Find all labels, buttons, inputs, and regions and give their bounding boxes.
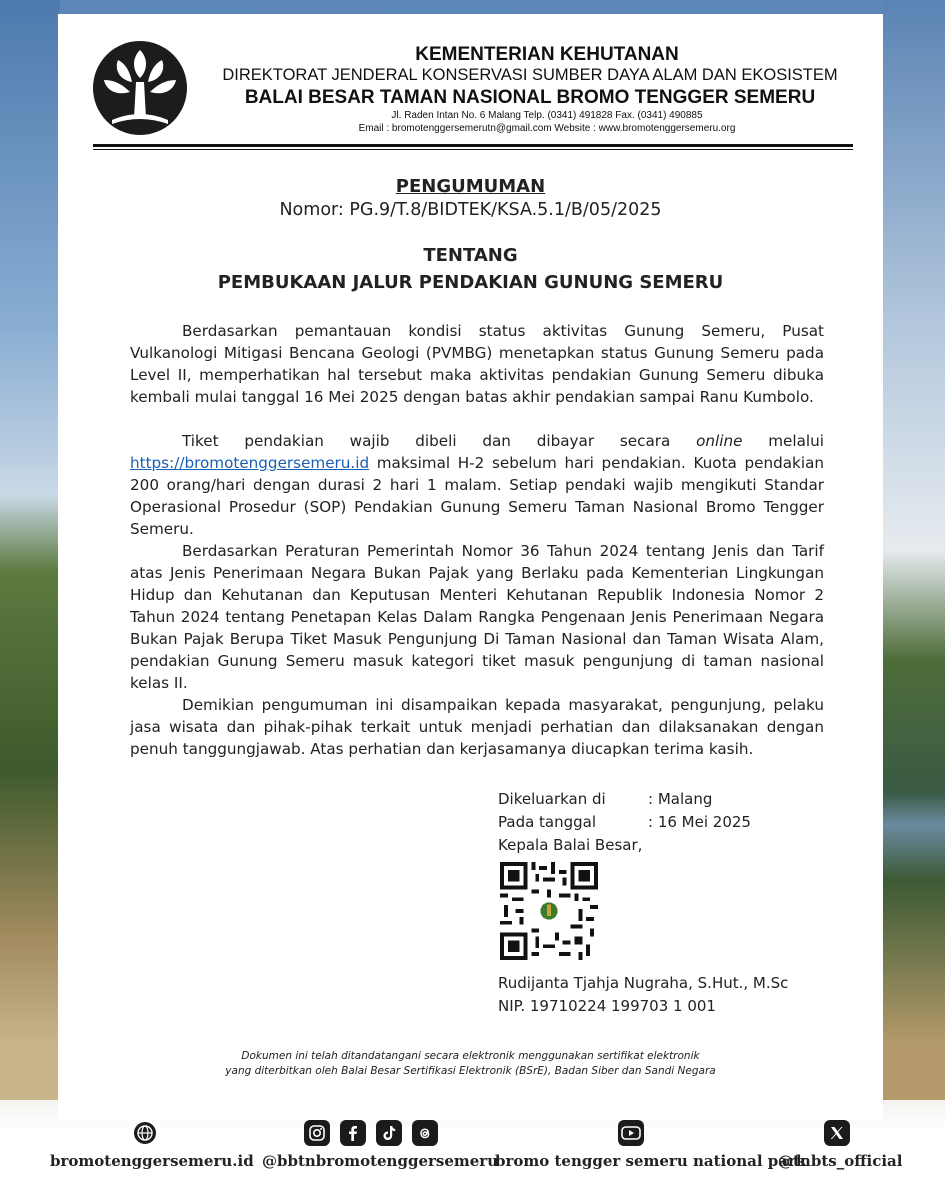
youtube-icon[interactable] — [618, 1120, 644, 1146]
ticket-text-b: melalui — [742, 432, 824, 450]
signer-block — [498, 972, 788, 1018]
office-address: Jl. Raden Intan No. 6 Malang Telp. (0341) 491828 Fax. (0341) 490885 — [391, 110, 703, 121]
ticket-text-a: Tiket pendakian wajib dibeli dan dibayar secara — [182, 432, 697, 450]
website-handle: bromotenggersemeru.id — [50, 1152, 254, 1170]
social-accounts[interactable] — [262, 1120, 499, 1170]
office-contact: Email : bromotenggersemerutn@gmail.com Website : www.bromotenggersemeru.org — [358, 123, 736, 134]
about-label: TENTANG — [423, 245, 518, 266]
x-handle: @tnbts_official — [778, 1152, 903, 1170]
online-text: online — [696, 432, 743, 450]
office-name: BALAI BESAR TAMAN NASIONAL BROMO TENGGER SEMERU — [244, 87, 816, 108]
social-youtube[interactable] — [495, 1120, 807, 1170]
date-value: : 16 Mei 2025 — [648, 813, 751, 831]
document-type: PENGUMUMAN — [395, 176, 546, 197]
youtube-handle: bromo tengger semeru national park — [495, 1152, 807, 1170]
date-label: Pada tanggal — [498, 813, 597, 831]
ministry-name: KEMENTERIAN KEHUTANAN — [415, 44, 679, 65]
paragraph-status: Berdasarkan pemantauan kondisi status aktivitas Gunung Semeru, Pusat Vulkanologi Mitigasi Bencana Geologi (PVMBG) menetapkan status Gunung Semeru pada Level II, memperhatikan hal tersebut maka aktivitas pendakian Gunung Semeru dibuka kembali mulai tanggal 16 Mei 2025 dengan batas akhir pendakian sampai Ranu Kumbolo. — [130, 322, 824, 406]
booking-link[interactable]: https://bromotenggersemeru.id — [130, 454, 370, 472]
social-website[interactable] — [50, 1120, 254, 1170]
globe-icon — [132, 1120, 158, 1146]
signer-position: Kepala Balai Besar, — [498, 836, 643, 854]
instagram-icon[interactable] — [304, 1120, 330, 1146]
signer-nip: NIP. 19710224 199703 1 001 — [498, 997, 716, 1015]
facebook-icon[interactable] — [340, 1120, 366, 1146]
letterhead-rule-thin — [93, 149, 853, 150]
tiktok-icon[interactable] — [376, 1120, 402, 1146]
threads-icon[interactable] — [412, 1120, 438, 1146]
paragraph-regulation: Berdasarkan Peraturan Pemerintah Nomor 36 Tahun 2024 tentang Jenis dan Tarif atas Jenis Penerimaan Negara Bukan Pajak yang Berlaku pada Kementerian Lingkungan Hidup dan Kehutanan dan Keputusan Menteri Kehutanan Republik Indonesia Nomor 2 Tahun 2024 tentang Penetapan Kelas Dalam Rangka Pengenaan Jenis Penerimaan Negara Bukan Pajak Berupa Tiket Masuk Pengunjung Di Taman Nasional dan Taman Wisata Alam, pendakian Gunung Semeru masuk kategori tiket masuk pengunjung di taman nasional kelas II. — [130, 542, 824, 692]
document-subject: PEMBUKAAN JALUR PENDAKIAN GUNUNG SEMERU — [217, 272, 724, 293]
issued-label: Dikeluarkan di — [498, 790, 606, 808]
paragraph-ticket — [130, 430, 824, 540]
account-handle: @bbtnbromotenggersemeru — [262, 1152, 499, 1170]
document-number: Nomor: PG.9/T.8/BIDTEK/KSA.5.1/B/05/2025 — [279, 200, 662, 220]
ticket-text-c: maksimal H-2 sebelum hari pendakian. Kuota pendakian 200 orang/hari dengan durasi 2 hari 1 malam. Setiap pendaki wajib mengikuti Standar Operasional Prosedur (SOP) Pendakian Gunung Semeru Taman Nasional Bromo Tengger Semeru. — [130, 454, 824, 538]
signature-block — [498, 788, 751, 857]
esign-disclaimer-line2: yang diterbitkan oleh Balai Besar Sertifikasi Elektronik (BSrE), Badan Siber dan Sandi Negara — [225, 1065, 716, 1077]
esign-disclaimer-line1: Dokumen ini telah ditandatangani secara elektronik menggunakan sertifikat elektronik — [241, 1050, 700, 1062]
directorate-name: DIREKTORAT JENDERAL KONSERVASI SUMBER DAYA ALAM DAN EKOSISTEM — [222, 66, 838, 84]
background-right — [883, 0, 945, 1100]
x-icon[interactable] — [824, 1120, 850, 1146]
signer-name: Rudijanta Tjahja Nugraha, S.Hut., M.Sc — [498, 974, 789, 992]
letterhead-rule — [93, 144, 853, 147]
social-x[interactable] — [778, 1120, 903, 1170]
paragraph-closing: Demikian pengumuman ini disampaikan kepada masyarakat, pengunjung, pelaku jasa wisata dan pihak-pihak terkait untuk menjadi perhatian dan dilaksanakan dengan penuh tanggungjawab. Atas perhatian dan kerjasamanya diucapkan terima kasih. — [130, 696, 824, 758]
issued-value: : Malang — [648, 790, 713, 808]
ministry-tree-logo — [92, 40, 188, 136]
background-left — [0, 0, 60, 1100]
qr-code-signature — [500, 862, 598, 960]
